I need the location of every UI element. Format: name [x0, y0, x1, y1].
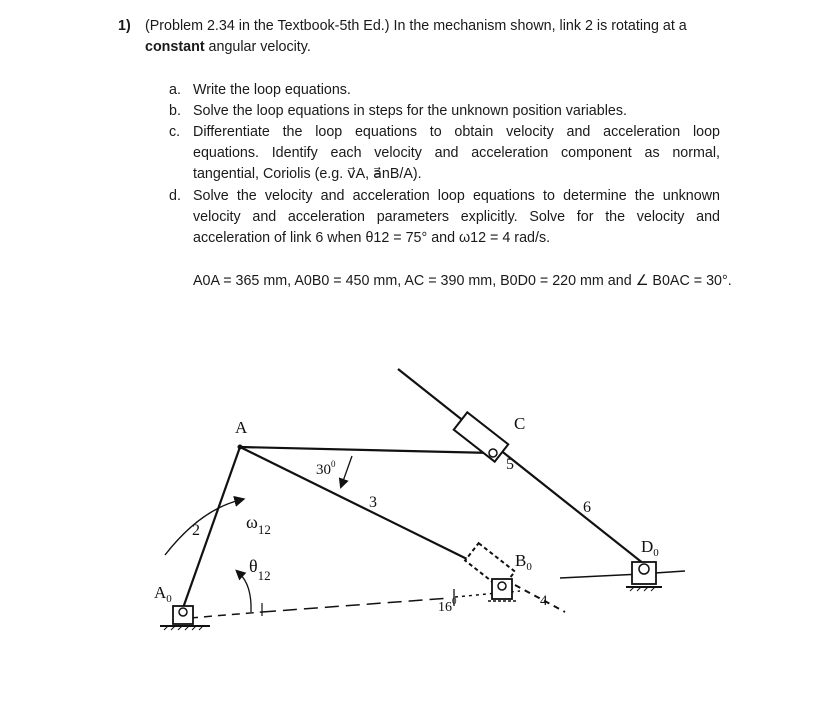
label-omega12-symbol: ω	[246, 512, 258, 532]
item-c-label: c.	[169, 124, 181, 140]
ground-pivot-a0	[160, 606, 210, 630]
label-theta12-symbol: θ	[249, 556, 258, 576]
label-a0-main: A	[154, 583, 167, 602]
item-d-line: velocity and acceleration parameters explicitly. Solve for the velocity and	[193, 209, 720, 225]
link-3-diagonal	[240, 447, 469, 560]
item-c-line: Differentiate the loop equations to obtain velocity and acceleration loop	[193, 124, 720, 140]
label-link-3: 3	[369, 494, 377, 511]
label-link-6: 6	[583, 499, 591, 516]
label-c: C	[514, 414, 526, 433]
given-parameters: A0A = 365 mm, A0B0 = 450 mm, AC = 390 mm, B0D0 = 220 mm and ∠ B0AC = 30°.	[193, 273, 732, 289]
item-b-line: Solve the loop equations in steps for the unknown position variables.	[193, 103, 627, 119]
problem-intro-bold: constant	[145, 39, 205, 55]
label-angle30-degree: 0	[331, 459, 336, 469]
label-a0	[154, 583, 172, 605]
link-3-top	[240, 447, 493, 453]
label-angle16-value: 16	[438, 600, 452, 615]
label-d0	[641, 537, 659, 559]
pin-a	[238, 445, 243, 450]
item-c-line: equations. Identify each velocity and acceleration component as normal,	[193, 145, 720, 161]
label-link-5: 5	[506, 456, 514, 473]
problem-intro-rest: angular velocity.	[204, 39, 311, 55]
angle30-arrow	[342, 456, 352, 484]
label-angle16-degree: 0	[452, 596, 457, 606]
label-b0	[515, 551, 532, 573]
label-link-4: 4	[540, 593, 548, 609]
label-a0-sub: 0	[166, 593, 172, 605]
label-angle30	[316, 459, 336, 478]
label-angle30-value: 30	[316, 462, 331, 478]
ground-pivot-b0	[488, 579, 518, 601]
item-d-line: Solve the velocity and acceleration loop equations to determine the unknown	[193, 188, 720, 204]
label-d0-sub: 0	[653, 547, 659, 559]
label-omega12-sub: 12	[257, 522, 271, 537]
ground-pivot-d0	[626, 562, 662, 591]
item-d-label: d.	[169, 188, 181, 204]
label-omega12	[246, 512, 271, 537]
theta12-arc	[239, 573, 251, 612]
label-theta12-sub: 12	[257, 568, 271, 583]
label-theta12	[249, 556, 271, 583]
pin-c	[489, 449, 497, 457]
omega12-arc	[165, 500, 240, 555]
label-b0-sub: 0	[526, 561, 532, 573]
link-6-rod	[398, 369, 644, 564]
item-a-line: Write the loop equations.	[193, 82, 351, 98]
problem-intro-line1: (Problem 2.34 in the Textbook-5th Ed.) In the mechanism shown, link 2 is rotating at a	[145, 18, 687, 34]
slider-block-5	[454, 412, 509, 461]
item-b-label: b.	[169, 103, 181, 119]
item-a-label: a.	[169, 82, 181, 98]
problem-number: 1)	[118, 18, 131, 34]
item-c-line: tangential, Coriolis (e.g. v⃗A, a⃗nB/A).	[193, 166, 422, 182]
item-d-line: acceleration of link 6 when θ12 = 75° and ω12 = 4 rad/s.	[193, 230, 551, 246]
label-d0-main: D	[641, 537, 654, 556]
label-a: A	[235, 418, 248, 437]
label-b0-main: B	[515, 551, 527, 570]
label-link-2: 2	[192, 522, 200, 539]
